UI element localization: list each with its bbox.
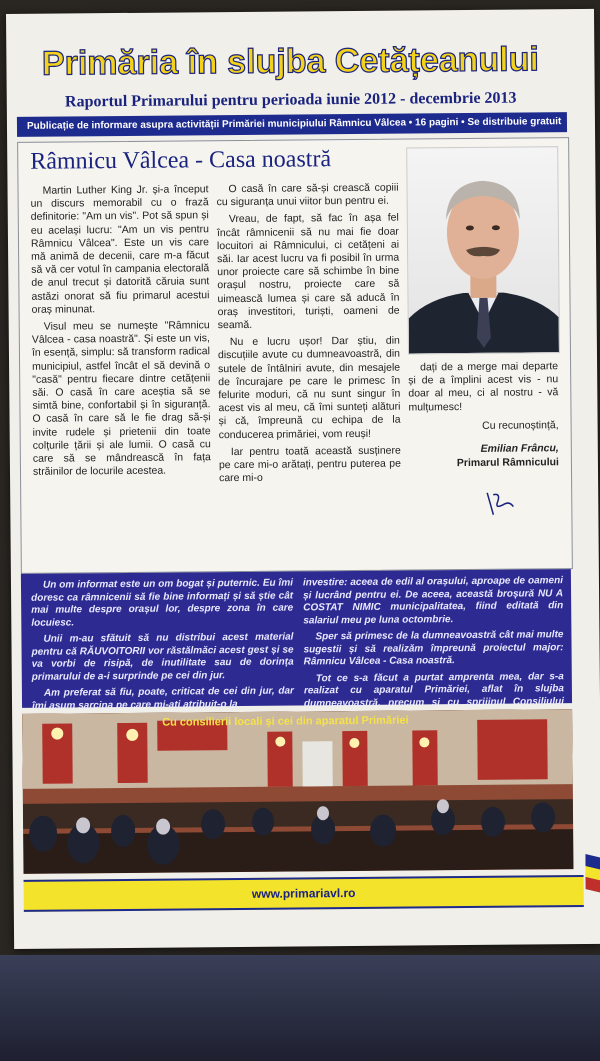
article-paragraph: Nu e lucru ușor! Dar știu, din discuțiile avute cu dumneavoastră, din sutele de întâlniri avute, din mesajele de încurajare pe care le primesc în felurite moduri, că nu sunt singur în acest vis al meu, că îmi sunteți alături și că, împreună cu echipa de la conducerea primăriei, vom reuși! — [217, 334, 401, 441]
newspaper-page — [6, 9, 600, 949]
note-paragraph: investire: aceea de edil al orașului, aproape de oameni și lucrând pentru ei. De aceea, această broșură NU A COSTAT NIMIC municipalitatea, fiind editată din salariul meu pe luna octombrie. — [302, 575, 564, 626]
note-paragraph: Unii m-au sfătuit să nu distribui acest material pentru că RĂUVOITORII vor răstălmăci acest gest și se va vorbi de risipă, de inutilitate sau de dorința primarului de a-i surprinde pe cei din jur. — [31, 631, 294, 683]
signature-icon — [479, 485, 519, 525]
article-column-2 — [216, 182, 401, 490]
article-paragraph: Martin Luther King Jr. și-a început un discurs memorabil cu o frază definitorie: "Am un vis". Pot să spun și eu același lucru: "Am un vis pentru Râmnicu Vâlcea". Este un vis care mă animă de decenii, care m-a făcut să vă cer votul în campania electorală de anul trecut și datorită căruia sunt astăzi onorat să fiu primarul acestui oraș minunat. — [30, 183, 210, 316]
footer-url-bar — [24, 875, 584, 912]
photo-caption: Cu consilierii locali și cei din aparatul Primăriei — [162, 714, 409, 729]
signer-role: Primarul Râmnicului — [456, 456, 559, 470]
masthead-title: Primăria în slujba Cetățeanului — [41, 40, 540, 83]
council-meeting-photo — [22, 709, 573, 874]
note-column-left — [31, 578, 294, 717]
mayor-portrait — [406, 146, 560, 354]
article-paragraph: Iar pentru toată această susținere pe care mi-o arătați, pentru puterea pe care mi-o — [218, 444, 401, 485]
closing-line: Cu recunoștință, — [482, 419, 559, 432]
note-paragraph: Sper să primesc de la dumneavoastră cât mai multe sugestii și să realizăm împreună proiectul major: Râmnicu Vâlcea - Casa noastră. — [303, 629, 564, 668]
website-link[interactable]: www.primariavl.ro — [251, 885, 356, 901]
article-column-1 — [30, 183, 211, 483]
article-paragraph: O casă în care să-și crească copiii cu siguranța unui viitor bun pentru ei. — [216, 181, 399, 209]
flag-icon — [585, 854, 600, 894]
article-paragraph: dați de a merge mai departe și de a împlini acest vis - nu doar al meu, ci al nostru - vă mulțumesc! — [408, 360, 559, 414]
signer-name: Emilian Frâncu, — [480, 442, 559, 455]
mayor-portrait-svg — [407, 147, 559, 353]
article-paragraph: Visul meu se numește "Râmnicu Vâlcea - casa noastră". Și este un vis, în esență, simplu: să transform radical municipiul, astfel încât el să devină o "casă" pentru fiecare dintre cetățenii săi. O casă în care aceștia să se simtă bine, confortabil și în siguranță. O casă în care să le fie drag să-și invite rudele și prietenii din toate colțurile țării și ale lumii. O casă cu care să se mândrească în fața străinilor de locurile acestea. — [31, 319, 211, 479]
note-paragraph: Tot ce s-a făcut a purtat amprenta mea, dar s-a realizat cu aparatul Primăriei, aflat în slujba dumneavoastră, precum și cu sprijinul Consiliului — [303, 670, 565, 709]
background-surface — [0, 955, 600, 1061]
info-bar: Publicație de informare asupra activității Primăriei municipiului Râmnicu Vâlcea • 16 pagini • Se distribuie gratuit — [17, 112, 567, 137]
masthead-subtitle: Raportul Primarului pentru perioada iunie 2012 - decembrie 2013 — [64, 89, 517, 111]
note-column-right — [303, 575, 564, 727]
article-title: Râmnicu Vâlcea - Casa noastră — [30, 146, 332, 175]
mayor-note-box — [21, 569, 572, 712]
article-paragraph: Vreau, de fapt, să fac în așa fel încât râmnicenii să nu mai fie doar locuitori ai Râmnicului, ci cetățeni ai săi. Iar acest lucru va fi posibil în urma unor proiecte care să schimbe în bine orașul nostru, proiecte care să uimească lumea și care să aducă în oraș investitori, turiști, oameni de seamă. — [216, 211, 400, 332]
article-column-3 — [408, 360, 559, 475]
note-paragraph: Am preferat să fiu, poate, criticat de cei din jur, dar îmi asum sarcina pe care mi-ați atribuit-o la — [31, 685, 294, 712]
note-paragraph: Un om informat este un om bogat și puternic. Eu îmi doresc ca râmnicenii să fie bine informați și să știe cât mai multe despre orașul lor, despre zona în care locuiesc. — [31, 577, 294, 629]
council-meeting-svg — [22, 709, 573, 874]
article-box — [17, 137, 573, 574]
